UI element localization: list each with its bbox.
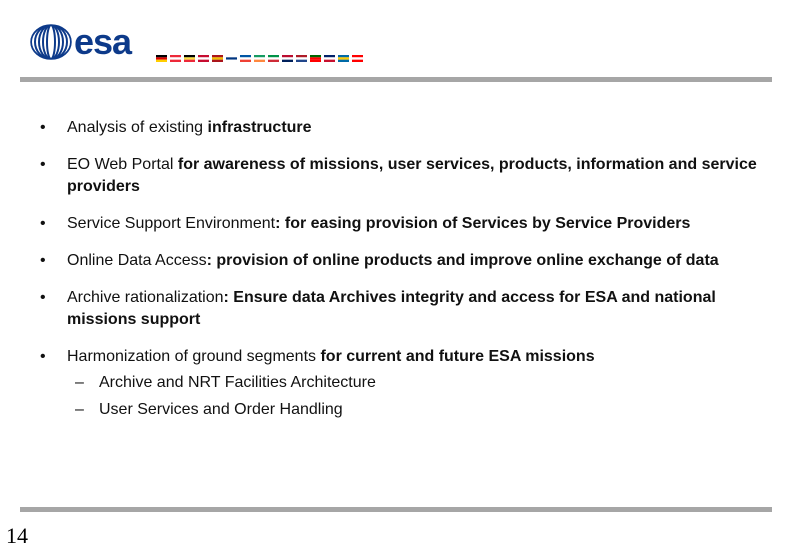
ch-flag-icon — [352, 55, 363, 62]
esa-logo-text: esa — [74, 21, 132, 62]
es-flag-icon — [212, 55, 223, 62]
sub-bullet-list — [67, 372, 770, 421]
bullet-bold-text: : provision of online products and improve online exchange of data — [206, 252, 719, 269]
page-number: 14 — [6, 523, 28, 548]
sub-bullet-item: – Archive and NRT Facilities Architecture — [67, 372, 770, 394]
bullet-bold-text: : Ensure data Archives integrity and access for ESA and national missions support — [67, 289, 716, 328]
bullet-item — [40, 250, 770, 272]
be-flag-icon — [184, 55, 195, 62]
fr-flag-icon — [240, 55, 251, 62]
bullet-plain-text: Harmonization of ground segments — [67, 348, 321, 365]
bullet-item — [40, 154, 770, 198]
ie-flag-icon — [254, 55, 265, 62]
bullet-bold-text: for awareness of missions, user services, products, information and service providers — [67, 156, 757, 195]
footer-divider — [20, 507, 772, 512]
bullet-item — [40, 213, 770, 235]
bullet-bold-text: : for easing provision of Services by Service Providers — [275, 215, 691, 232]
bullet-list — [40, 117, 770, 436]
fi-flag-icon — [226, 55, 237, 62]
sub-bullet-item: – User Services and Order Handling — [67, 399, 770, 421]
se-flag-icon — [338, 55, 349, 62]
bullet-plain-text: Online Data Access — [67, 252, 207, 269]
bullet-bold-text: infrastructure — [207, 119, 312, 136]
it-flag-icon — [268, 55, 279, 62]
bullet-bold-text: for current and future ESA missions — [320, 348, 595, 365]
nl-flag-icon — [296, 55, 307, 62]
pt-flag-icon — [310, 55, 321, 62]
bullet-plain-text: Service Support Environment — [67, 215, 276, 232]
member-state-flags — [156, 55, 363, 62]
no-flag-icon — [282, 55, 293, 62]
bullet-plain-text: Analysis of existing — [67, 119, 208, 136]
bullet-item — [40, 346, 770, 421]
dk-flag-icon — [198, 55, 209, 62]
de-flag-icon — [156, 55, 167, 62]
esa-logo — [30, 22, 160, 62]
header-divider — [20, 77, 772, 82]
esa-globe-logo-icon — [30, 22, 76, 62]
uk-flag-icon — [324, 55, 335, 62]
at-flag-icon — [170, 55, 181, 62]
bullet-plain-text: EO Web Portal — [67, 156, 178, 173]
bullet-item — [40, 287, 770, 331]
bullet-item — [40, 117, 770, 139]
bullet-plain-text: Archive rationalization — [67, 289, 224, 306]
